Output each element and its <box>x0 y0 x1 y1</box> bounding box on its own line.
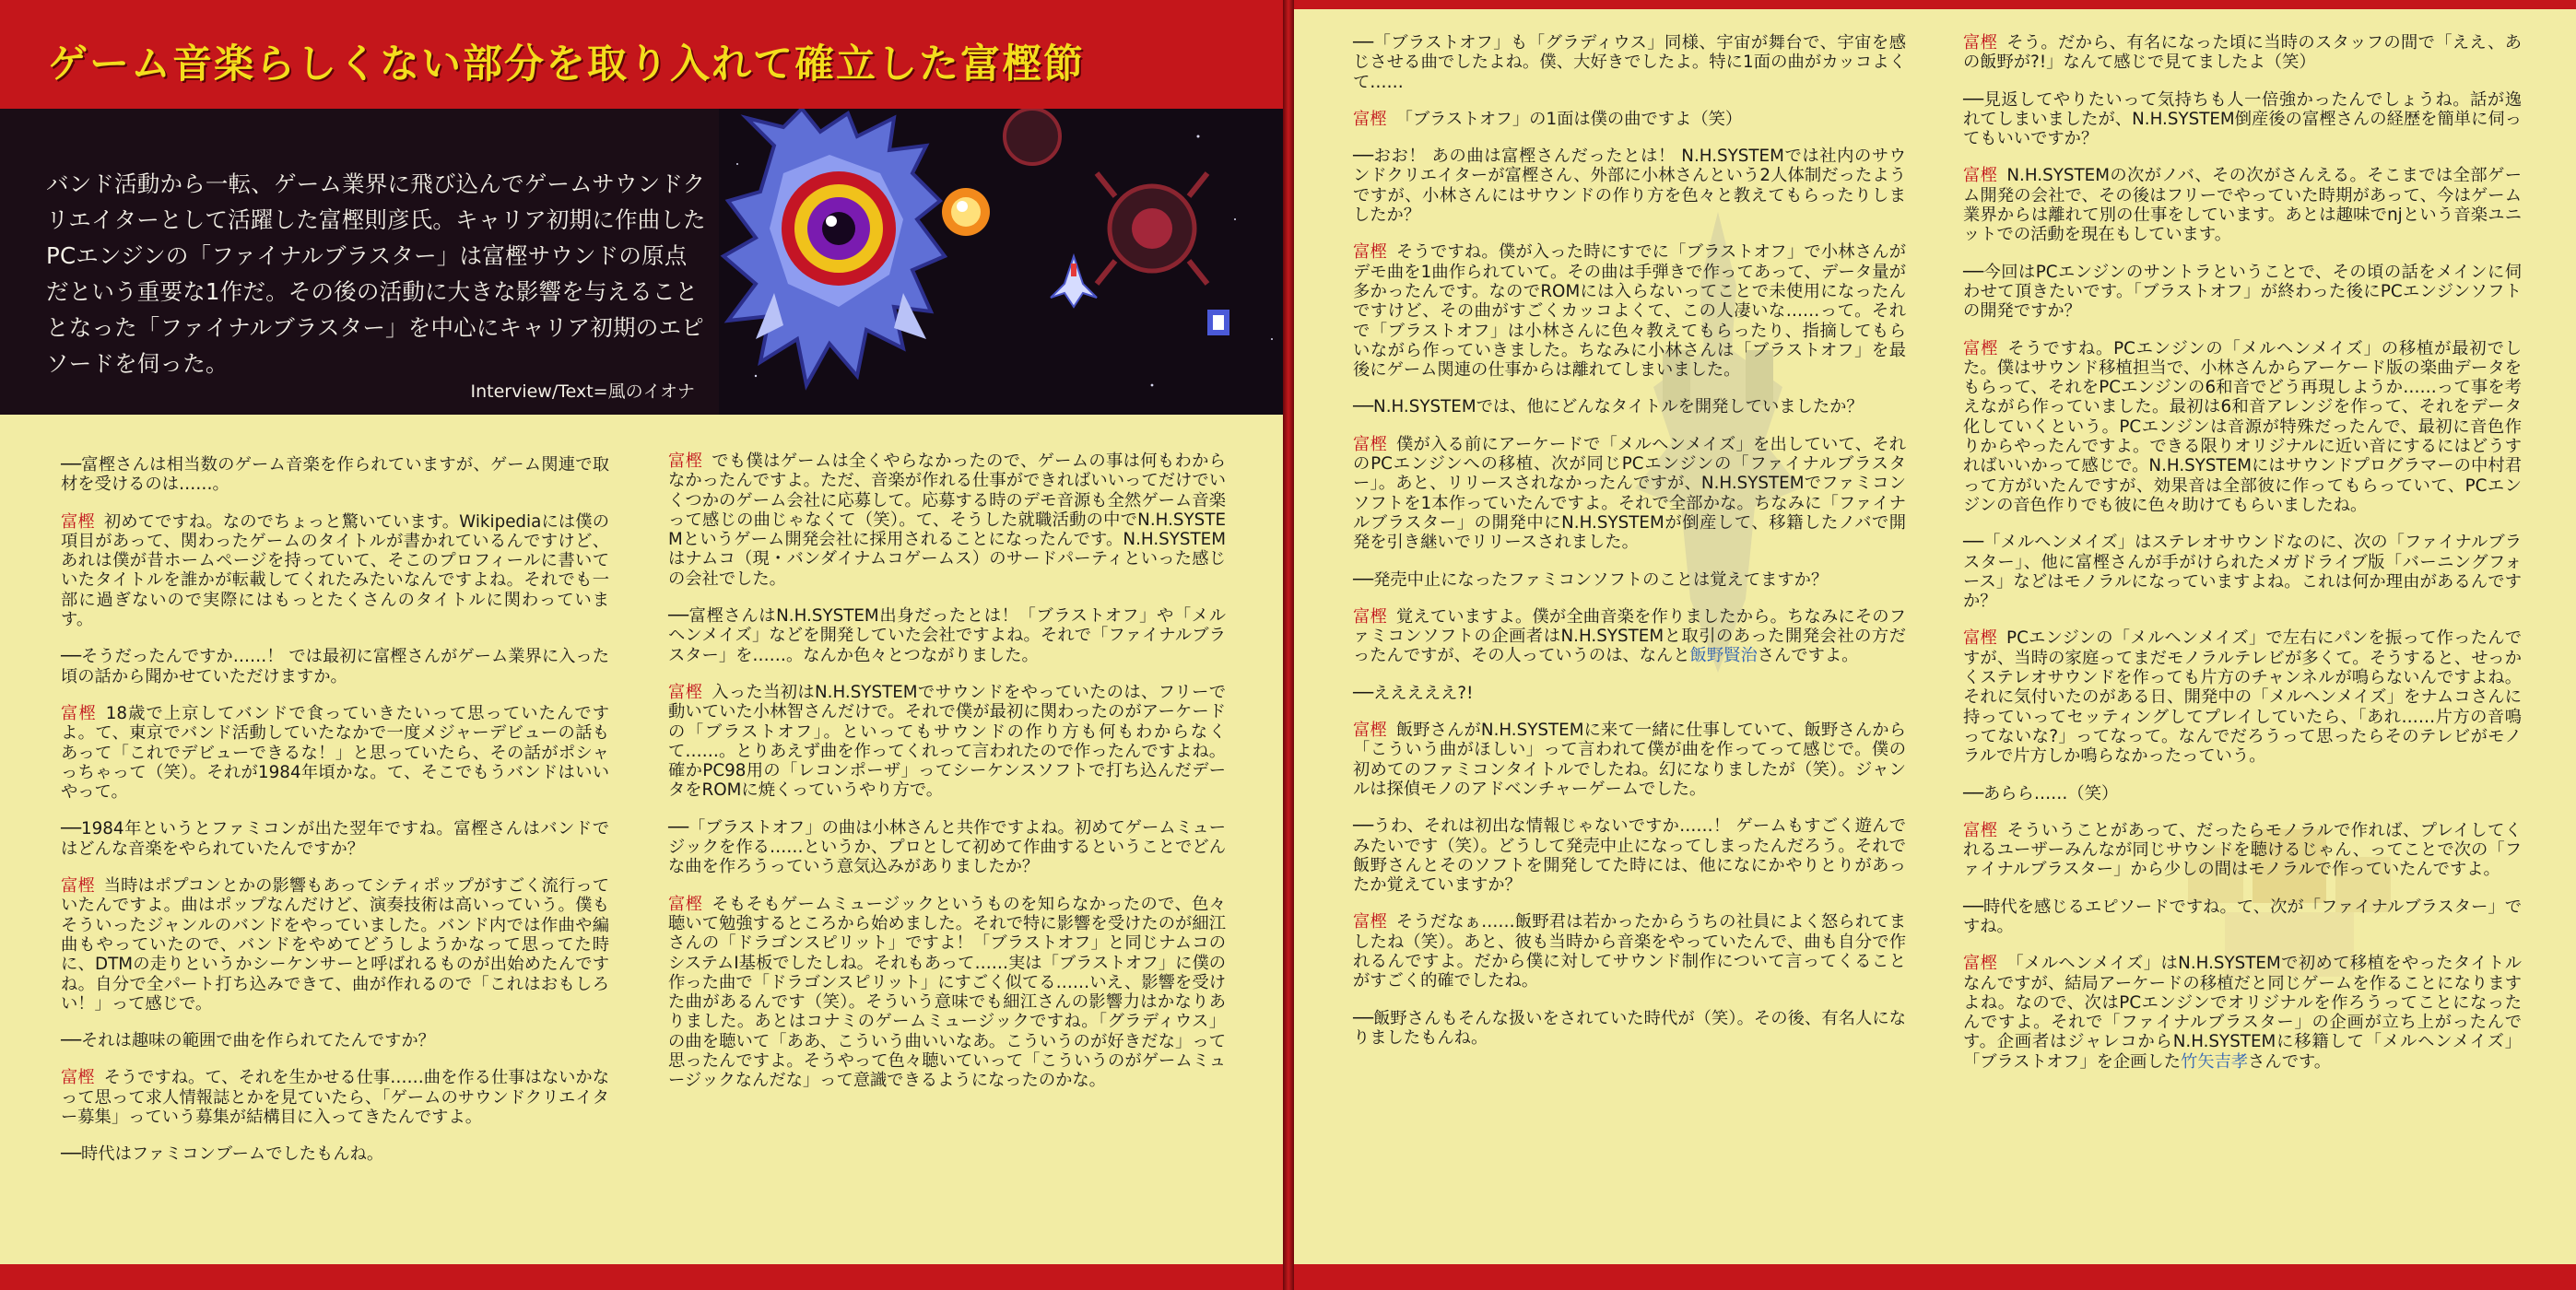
interviewer-question <box>61 1031 609 1050</box>
question-text: ──富樫さんはN.H.SYSTEM出身だったとは！「ブラストオフ」や「メルヘンメイズ」などを開発していた会社ですよね。それで「ファイナルブラスター」を……。なんか色々とつながりました。 <box>668 606 1226 665</box>
left-page <box>0 0 1283 1290</box>
question-text: ──おお！ あの曲は富樫さんだったとは！ N.H.SYSTEMでは社内のサウンドクリエイターが富樫さん、外部に小林さんという2人体制だったようですが、小林さんにはサウンドの作り方を色々と教えてもらったりしましたか？ <box>1353 147 1906 226</box>
article-column-2 <box>668 452 1226 1108</box>
right-page <box>1294 0 2576 1290</box>
intro-text: バンド活動から一転、ゲーム業界に飛び込んでゲームサウンドクリエイターとして活躍した富樫則彦氏。キャリア初期に作曲したPCエンジンの「ファイナルブラスター」は富樫サウンドの原点だという重要な1作だ。その後の活動に大きな影響を与えることとなった「ファイナルブラスター」を中心にキャリア初期のエピソードを伺った。 <box>46 170 706 377</box>
speaker-label: 富樫 <box>1353 434 1388 454</box>
orb-sprite <box>942 188 990 236</box>
speaker-label: 富樫 <box>1963 33 1998 53</box>
question-text: ──1984年というとファミコンが出た翌年ですね。富樫さんはバンドではどんな音楽をやられていたんですか？ <box>61 819 609 859</box>
interviewee-answer <box>61 876 609 1014</box>
interviewer-question <box>1963 263 2522 322</box>
article-column-1 <box>61 455 609 1182</box>
answer-text: でも僕はゲームは全くやらなかったので、ゲームの事は何もわからなかったんですよ。ただ、音楽が作れる仕事ができればいいってだけでいくつかのゲーム会社に応募して。応募する時のデモ音源も全然ゲーム音楽って感じの曲じゃなくて（笑）。て、そうした就職活動の中でN.H.SYSTEMというゲーム開発会社に採用されることになったんです。N.H.SYSTEMはナムコ（現・バンダイナムコゲームス）のサードパーティといった感じの会社でした。 <box>668 452 1226 589</box>
interviewee-answer <box>668 683 1226 801</box>
headline: ゲーム音楽らしくない部分を取り入れて確立した富樫節 <box>48 41 1085 88</box>
interviewer-question <box>1353 570 1906 590</box>
interviewee-answer <box>1353 435 1906 553</box>
credit: Interview/Text=風のイオナ <box>470 381 695 402</box>
answer-text: 「ブラストオフ」の1面は僕の曲ですよ（笑） <box>1395 109 1743 129</box>
question-text: ──「ブラストオフ」も「グラディウス」同様、宇宙が舞台で、宇宙を感じさせる曲でしたよね。僕、大好きでしたよ。特に1面の曲がカッコよくて…… <box>1353 33 1906 92</box>
speaker-label: 富樫 <box>61 1068 95 1088</box>
question-text: ──あらら……（笑） <box>1963 783 2119 803</box>
game-screenshot-illustration <box>719 109 1283 415</box>
header-bar <box>0 0 1283 109</box>
book-spine <box>1283 0 1294 1290</box>
interviewee-answer <box>61 704 609 802</box>
interviewer-question <box>1353 684 1906 703</box>
answer-text: N.H.SYSTEMの次がノバ、その次がさんえる。そこまでは全部ゲーム開発の会社で、その後はフリーでやっていた時期があって、今はゲーム業界からは離れて別の仕事をしています。あとは趣味でnjという音楽ユニットでの活動を現在もしています。 <box>1963 166 2522 245</box>
interviewee-answer <box>1353 607 1906 666</box>
answer-text: そうですね。て、それを生かせる仕事……曲を作る仕事はないかなって思って求人情報誌とかを見ていたら、「ゲームのサウンドクリエイター募集」っていう募集が結構目に入ってきたんですよ。 <box>61 1068 609 1128</box>
speaker-label: 富樫 <box>61 703 97 723</box>
interviewee-answer <box>1963 33 2522 73</box>
answer-text: 初めてですね。なのでちょっと驚いています。Wikipediaには僕の項目があって、関わったゲームのタイトルが書かれているんですけど、あれは僕が昔ホームページを持っていて、そこのプロフィールに書いていたタイトルを誰かが転載してくれたみたいなんですよね。それでも一部に過ぎないので実際にはもっとたくさんのタイトルに関わっています。 <box>61 511 609 630</box>
answer-text: 入った当初はN.H.SYSTEMでサウンドをやっていたのは、フリーで動いていた小林智さんだけで。それで僕が最初に関わったのがアーケードの「ブラストオフ」。といってもサウンドの作り方も何もわからなくて……。とりあえず曲を作ってくれって言われたので作ったんですよね。確かPC98用の「レコンポーザ」ってシーケンスソフトで打ち込んだデータをROMに焼くっていうやり方で。 <box>668 682 1227 801</box>
item-sprite <box>1207 310 1229 335</box>
question-text: ──富樫さんは相当数のゲーム音楽を作られていますが、ゲーム関連で取材を受けるのは……。 <box>61 455 609 495</box>
name-link[interactable]: 飯野賢治 <box>1689 646 1758 666</box>
interviewer-question <box>1963 897 2522 937</box>
question-text: ──「メルヘンメイズ」はステレオサウンドなのに、次の「ファイナルブラスター」、他に富樫さんが手がけられたメガドライブ版「バーニングフォース」などはモノラルになっていますよね。これは何か理由があるんですか？ <box>1963 533 2522 612</box>
interviewee-answer <box>1353 721 1906 799</box>
answer-text: 飯野さんがN.H.SYSTEMに来て一緒に仕事していて、飯野さんから「こういう曲がほしい」って言われて僕が曲を作ってって感じで。僕の初めてのファミコンタイトルでしたね。幻になりましたが（笑）。ジャンルは探偵モノのアドベンチャーゲームでした。 <box>1353 721 1906 799</box>
interviewer-question <box>61 819 609 859</box>
speaker-label: 富樫 <box>1353 721 1387 741</box>
question-text: ──えええええ?! <box>1353 683 1474 703</box>
speaker-label: 富樫 <box>668 682 703 702</box>
interviewer-question <box>1963 533 2522 611</box>
interviewer-question <box>668 606 1226 665</box>
interviewer-question <box>1353 33 1906 92</box>
answer-text: さんです。 <box>2248 1051 2332 1072</box>
speaker-label: 富樫 <box>1353 242 1387 263</box>
answer-text: 18歳で上京してバンドで食っていきたいって思っていたんですよ。て、東京でバンド活動していたなかで一度メジャーデビューの話もあって「これでデビューできるな！」と思っていたら、その話がポシャっちゃって（笑）。それが1984年頃かな。て、そこでもうバンドはいいやって。 <box>61 703 610 803</box>
interviewee-answer <box>1963 166 2522 244</box>
question-text: ──「ブラストオフ」の曲は小林さんと共作ですよね。初めてゲームミュージックを作る……というか、プロとして初めて作曲するということでどんな曲を作ろうっていう意気込みがありましたか？ <box>668 817 1226 877</box>
speaker-label: 富樫 <box>1963 628 1998 649</box>
interviewer-question <box>61 455 609 495</box>
interviewer-question <box>61 1144 609 1164</box>
answer-text: さんですよ。 <box>1757 646 1859 666</box>
answer-text: 当時はポプコンとかの影響もあってシティポップがすごく流行っていたんですよ。曲はポップなんだけど、演奏技術は高いっていう。僕もそういったジャンルのバンドをやっていました。バンド内では作曲や編曲もやっていたので、バンドをやめてどうしようかなって思ってた時に、DTMの走りというかシーケンサーと呼ばれるものが出始めたんですね。自分で全パート打ち込みできて、曲が作れるので「これはおもしろい！」って感じで。 <box>61 876 609 1014</box>
bottom-border <box>0 1264 1283 1290</box>
speaker-label: 富樫 <box>1353 606 1387 627</box>
speaker-label: 富樫 <box>1963 166 1998 186</box>
interviewee-answer <box>1963 954 2522 1072</box>
question-text: ──見返してやりたいって気持ちも人一倍強かったんでしょうね。話が逸れてしまいましたが、N.H.SYSTEM倒産後の富樫さんの経歴を簡単に伺ってもいいですか？ <box>1963 89 2522 149</box>
question-text: ──発売中止になったファミコンソフトのことは覚えてますか？ <box>1353 569 1829 590</box>
interviewer-question <box>1963 90 2522 149</box>
answer-text: そう。だから、有名になった頃に当時のスタッフの間で「ええ、あの飯野が?!」なんて感じで見てましたよ（笑） <box>1963 33 2522 73</box>
speaker-label: 富樫 <box>1353 109 1387 129</box>
question-text: ──うわ、それは初出な情報じゃないですか……！ ゲームもすごく遊んでみたいです（笑）。どうして発売中止になってしまったんだろう。それで飯野さんとそのソフトを開発してた時には、他になにかやりとりがあったか覚えていますか？ <box>1353 816 1906 896</box>
speaker-label: 富樫 <box>1963 954 1998 974</box>
interviewer-question <box>1963 784 2522 803</box>
interviewee-answer <box>1353 912 1906 991</box>
speaker-label: 富樫 <box>668 452 703 471</box>
question-text: ──そうだったんですか……！ では最初に富樫さんがゲーム業界に入った頃の話から聞かせていただけますか。 <box>61 647 609 686</box>
speaker-label: 富樫 <box>61 876 95 897</box>
interviewee-answer <box>61 1068 609 1127</box>
interviewer-question <box>61 647 609 686</box>
interviewee-answer <box>61 512 609 630</box>
speaker-label: 富樫 <box>1353 912 1387 932</box>
speaker-label: 富樫 <box>1963 820 1998 840</box>
interviewee-answer <box>668 895 1226 1091</box>
question-text: ──今回はPCエンジンのサントラということで、その頃の話をメインに伺わせて頂きたいです。「ブラストオフ」が終わった後にPCエンジンソフトの開発ですか？ <box>1963 262 2522 322</box>
answer-text: そうですね。僕が入った時にすでに「ブラストオフ」で小林さんがデモ曲を1曲作られていて。その曲は手弾きで作ってあって、データ量が多かったんです。なのでROMには入らないってことで未使用になったんですけど、その曲がすごくカッコよくて、この人凄いな……って。それで「ブラストオフ」は小林さんに色々教えてもらったり、指摘してもらいながら作っていきました。ちなみに小林さんは「ブラストオフ」を最後にゲーム関連の仕事からは離れてしまいました。 <box>1353 242 1907 381</box>
interviewee-answer <box>668 452 1226 589</box>
interviewer-question <box>1353 147 1906 225</box>
speaker-label: 富樫 <box>668 894 703 914</box>
answer-text: そういうことがあって、だったらモノラルで作れば、プレイしてくれるユーザーみんなが同じサウンドを聴けるじゃん、ってことで次の「ファイナルブラスター」から少しの間はモノラルで作っていたんですよ。 <box>1963 820 2523 880</box>
answer-text: そもそもゲームミュージックというものを知らなかったので、色々聴いて勉強するところから始めました。それで特に影響を受けたのが細江さんの「ドラゴンスピリット」ですよ！「ブラストオフ」と同じナムコのシステムⅠ基板でしたしね。それもあって……実は「ブラストオフ」に僕の作った曲で「ドラゴンスピリット」にすごく似てる……いえ、影響を受けた曲があるんです（笑）。そういう意味でも細江さんの影響力はかなりありました。あとはコナミのゲームミュージックですね。「グラディウス」の曲を聴いて「ああ、こういう曲いいなあ。こういうのが好きだな」って思ったんですよ。そうやって色々聴いていって「こういうのがゲームミュージックなんだな」って意識できるようになったのかな。 <box>668 894 1227 1091</box>
interviewer-question <box>1353 1009 1906 1049</box>
interviewer-question <box>1353 397 1906 416</box>
answer-text: そうですね。PCエンジンの「メルヘンメイズ」の移植が最初でした。僕はサウンド移植担当で、小林さんからアーケード版の楽曲データをもらって、それをPCエンジンの6和音でどう再現しようか……って事を考えながら作っていました。最初は6和音アレンジを作って、それをデータ化していくという。PCエンジンは音源が特殊だったんで、最初に音色作りからやったんですよ。できる限りオリジナルに近い音にするにはどうすればいいかって感じで。N.H.SYSTEMにはサウンドプログラマーの中村君って方がいたんですが、効果音は全部彼に作ってもらっていて、PCエンジンの音色作りでも彼に色々助けてもらいましたね。 <box>1963 338 2522 515</box>
speaker-label: 富樫 <box>1963 338 1999 358</box>
top-border <box>1294 0 2576 9</box>
article-column-3 <box>1353 33 1906 1065</box>
answer-text: そうだなぁ……飯野君は若かったからうちの社員によく怒られてましたね（笑）。あと、彼も当時から音楽をやっていたんで、曲も自分で作れるんですよ。だから僕に対してサウンド制作について言ってくることがすごく的確でしたね。 <box>1353 912 1907 991</box>
bottom-border <box>1294 1264 2576 1290</box>
answer-text: 僕が入る前にアーケードで「メルヘンメイズ」を出していて、それのPCエンジンへの移植、次が同じPCエンジンの「ファイナルブラスター」。あと、リリースされなかったんですが、N.H.SYSTEMでファミコンソフトを1本作っていたんですよ。それで全部かな。ちなみに「ファイナルブラスター」の開発中にN.H.SYSTEMが倒産して、移籍したノバで開発を引き継いでリリースされました。 <box>1353 434 1906 553</box>
question-text: ──飯野さんもそんな扱いをされていた時代が（笑）。その後、有名人になりましたもんね。 <box>1353 1008 1906 1048</box>
question-text: ──N.H.SYSTEMでは、他にどんなタイトルを開発していましたか？ <box>1353 397 1864 417</box>
answer-text: PCエンジンの「メルヘンメイズ」で左右にパンを振って作ったんですが、当時の家庭ってまだモノラルテレビが多くて。そうすると、せっかくステレオサウンドを作っても片方のチャンネルが鳴らないんですよね。それに気付いたのがある日、開発中の「メルヘンメイズ」をナムコさんに持っていってセッティングしてプレイしていたら、「あれ……片方の音鳴ってないな?」ってなって。なんでだろうって思ったらそのテレビがモノラルで片方しか鳴らなかったっていう。 <box>1963 628 2522 767</box>
interviewee-answer <box>1353 110 1906 129</box>
question-text: ──時代はファミコンブームでしたもんね。 <box>61 1144 384 1165</box>
interviewee-answer <box>1963 628 2522 766</box>
name-link[interactable]: 竹矢吉孝 <box>2181 1051 2249 1072</box>
interviewer-question <box>668 818 1226 877</box>
answer-text: 覚えていますよ。僕が全曲音楽を作りましたから。ちなみにそのファミコンソフトの企画者はN.H.SYSTEMと取引のあった開発会社の方だったんですが、その人っていうのは、なんと <box>1353 606 1907 666</box>
interviewee-answer <box>1963 821 2522 880</box>
interviewee-answer <box>1963 339 2522 516</box>
interviewer-question <box>1353 816 1906 895</box>
article-column-4 <box>1963 33 2522 1089</box>
interviewee-answer <box>1353 242 1906 380</box>
speaker-label: 富樫 <box>61 511 95 532</box>
intro-box <box>0 109 1283 415</box>
answer-text: 「メルヘンメイズ」はN.H.SYSTEMで初めて移植をやったタイトルなんですが、結局アーケードの移植だと同じゲームを作ることになりますよね。なので、次はPCエンジンでオリジナルを作ろうってことになったんですよ。それで「ファイナルブラスター」の企画が立ち上がったんです。企画者はジャレコからN.H.SYSTEMに移籍して「メルヘンメイズ」「ブラストオフ」を企画した <box>1963 954 2522 1072</box>
question-text: ──時代を感じるエピソードですね。て、次が「ファイナルブラスター」ですね。 <box>1963 897 2522 936</box>
question-text: ──それは趣味の範囲で曲を作られてたんですか？ <box>61 1031 435 1051</box>
